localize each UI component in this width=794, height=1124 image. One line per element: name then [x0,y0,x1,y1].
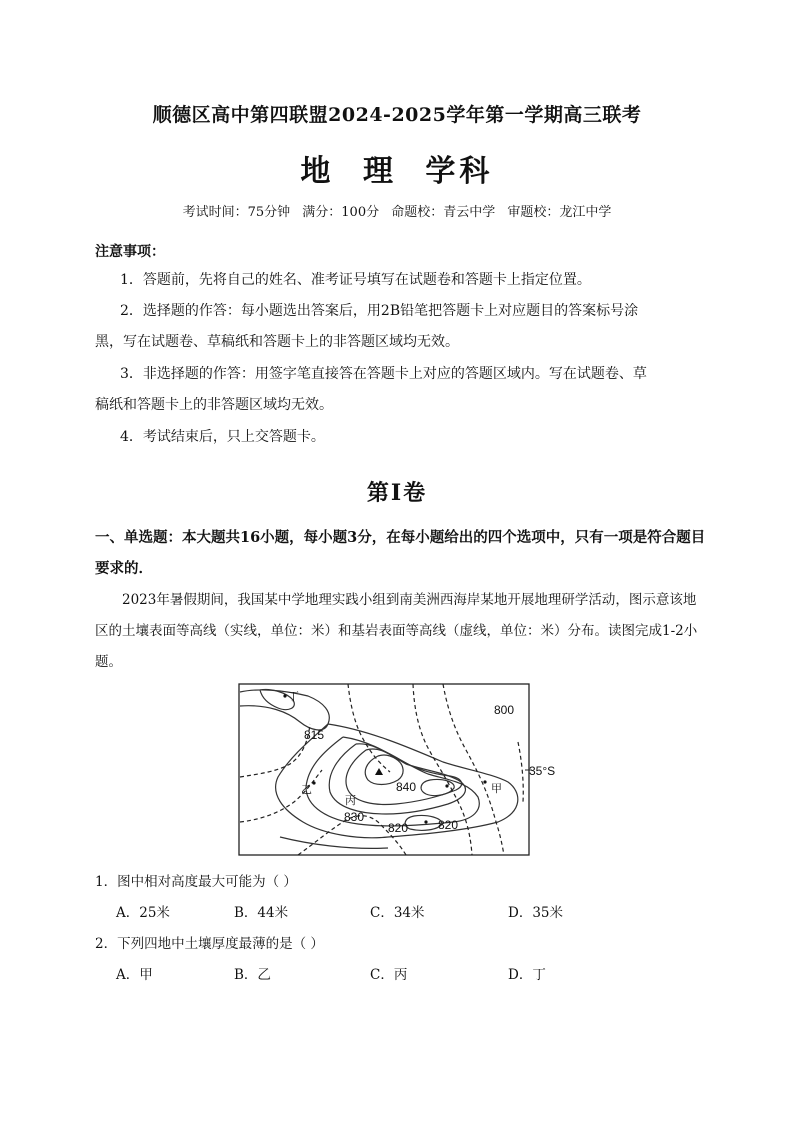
subject-title: 地 理 学科 [300,154,494,189]
notice-item-3-cont: 稿纸和答题卡上的非答题区域均无效。 [95,397,333,413]
contour-label-840: 840 [396,780,417,794]
question-2-option-b: B．乙 [234,967,271,983]
volume-title: 第Ⅰ卷 [366,480,428,506]
exam-title: 顺德区高中第四联盟2024-2025学年第一学期高三联考 [152,104,642,126]
question-1-option-c: C．34米 [370,905,425,921]
question-1-option-b: B．44米 [234,905,289,921]
point-marker-icon [424,820,427,823]
question-2-option-d: D．丁 [508,967,546,983]
point-yi-marker [312,781,315,784]
question-2-option-c: C．丙 [370,967,408,983]
question-1-option-d: D．35米 [508,905,564,921]
contour-label-800: 800 [494,703,515,717]
contour-label-830: 830 [344,810,365,824]
question-2-stem: 2．下列四地中土壤厚度最薄的是（ ） [95,936,324,952]
contour-label-820a: 820 [388,821,409,835]
notice-item-2: 2．选择题的作答：每小题选出答案后，用2B铅笔把答题卡上对应题目的答案标号涂 [120,303,639,319]
latitude-label: 35°S [529,764,556,778]
notice-item-2-cont: 黑，写在试题卷、草稿纸和答题卡上的非答题区域均无效。 [95,334,459,350]
place-label-bing: 丙 [345,794,356,807]
notice-item-4: 4．考试结束后，只上交答题卡。 [120,429,325,445]
place-label-yi: 乙 [301,783,312,796]
question-1-option-a: A．25米 [116,905,170,921]
place-label-jia: 甲 [491,782,502,795]
section-heading: 一、单选题：本大题共16小题，每小题3分，在每小题给出的四个选项中，只有一项是符合题目要求的． [95,529,706,577]
contour-label-820b: 820 [438,818,459,832]
notice-item-1: 1．答题前，先将自己的姓名、准考证号填写在试题卷和答题卡上指定位置。 [120,272,591,288]
question-intro: 2023年暑假期间，我国某中学地理实践小组到南美洲西海岸某地开展地理研学活动，图示意该地区的土壤表面等高线（实线，单位：米）和基岩表面等高线（虚线，单位：米）分布。读图完成1-2小题。 [95,592,698,670]
point-ding-marker [283,694,286,697]
exam-meta: 考试时间：75分钟 满分：100分 命题校：青云中学 审题校：龙江中学 [182,205,612,220]
contour-map [238,682,556,857]
point-marker-icon [445,784,448,787]
question-1-stem: 1．图中相对高度最大可能为（ ） [95,874,297,890]
notice-heading: 注意事项： [95,244,165,260]
place-label-ding: 丁 [288,690,299,703]
contour-label-815: 815 [304,728,325,742]
point-jia-marker [483,780,486,783]
question-2-option-a: A．甲 [116,967,153,983]
notice-item-3: 3．非选择题的作答：用签字笔直接答在答题卡上对应的答题区域内。写在试题卷、草 [120,366,647,382]
